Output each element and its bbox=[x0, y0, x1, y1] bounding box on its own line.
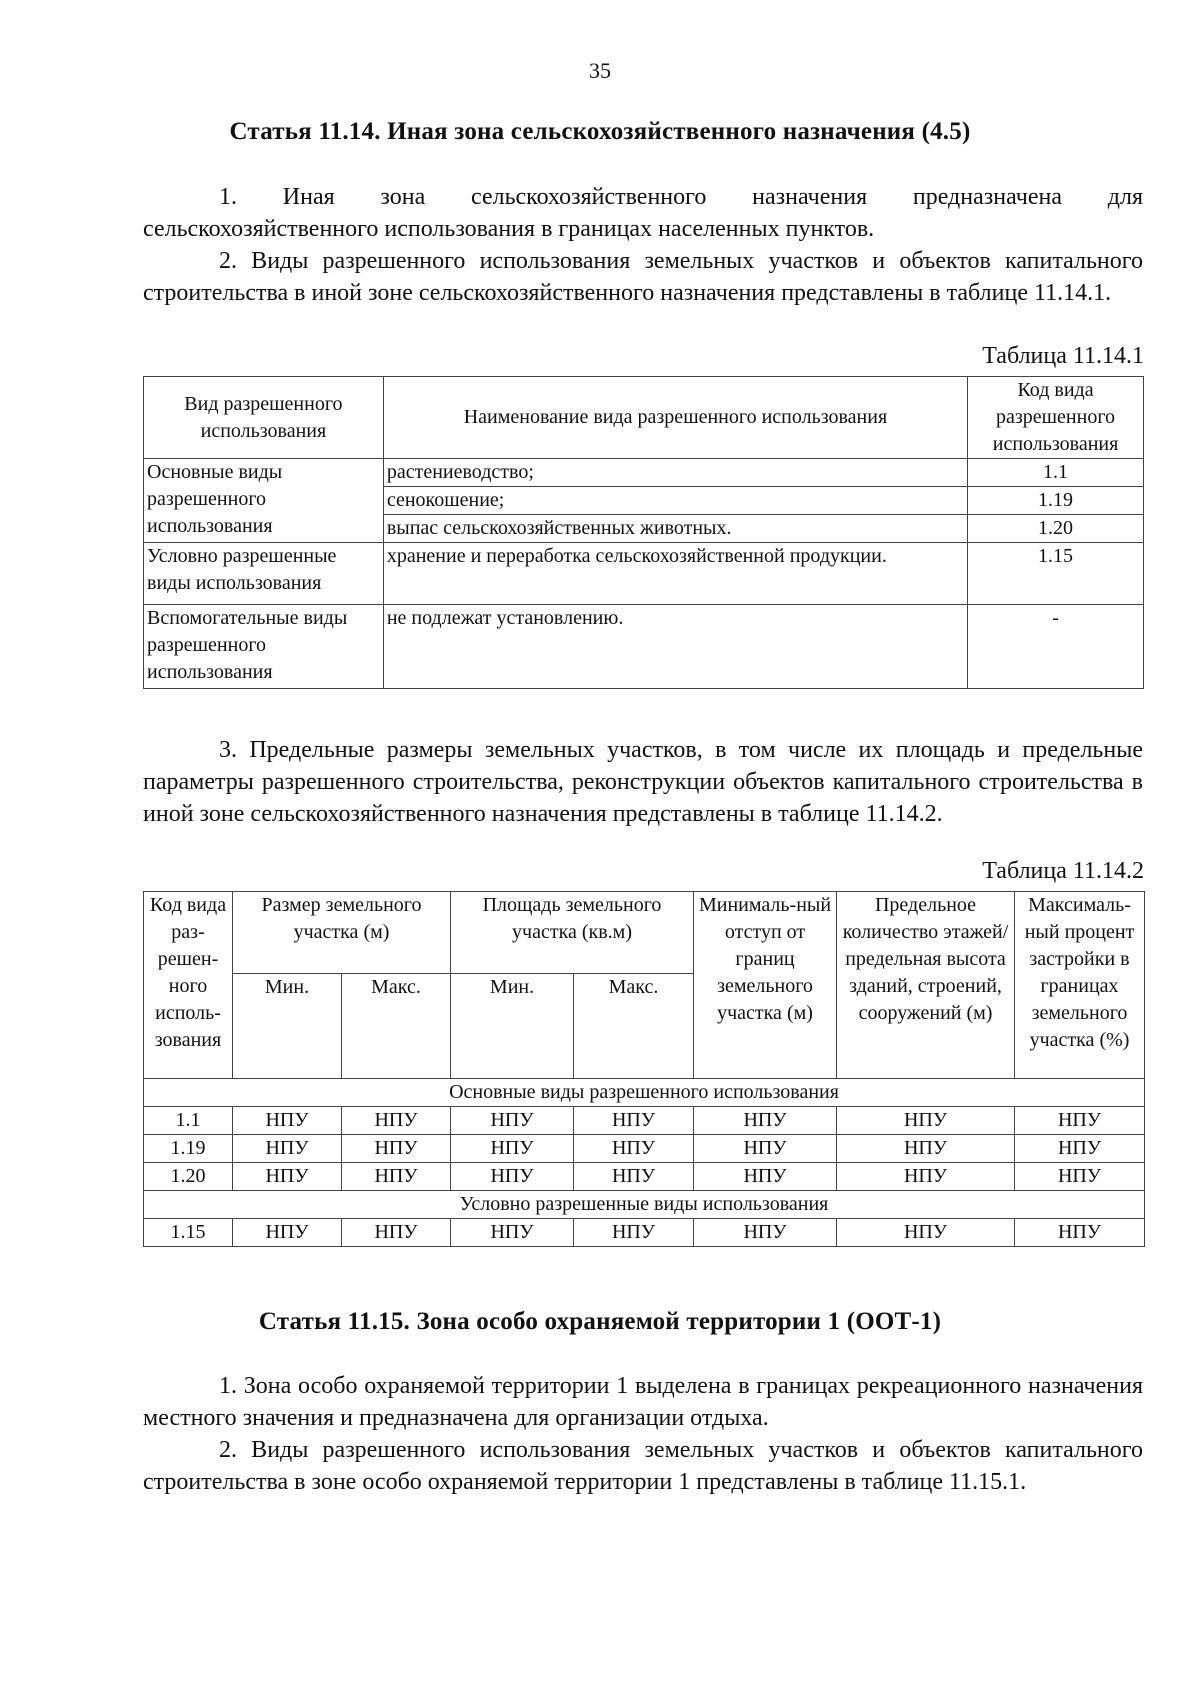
cell: НПУ bbox=[694, 1135, 837, 1163]
cell: НПУ bbox=[1015, 1107, 1145, 1135]
article-11-14-limits bbox=[143, 734, 1143, 830]
cell: НПУ bbox=[574, 1219, 694, 1247]
table-row bbox=[144, 1163, 1145, 1191]
section-row bbox=[144, 1191, 1145, 1219]
cell: НПУ bbox=[233, 1163, 342, 1191]
use-name: сенокошение; bbox=[383, 487, 967, 515]
header-use-name: Наименование вида разрешенного использования bbox=[383, 377, 967, 459]
page-number: 35 bbox=[589, 58, 611, 83]
cell: НПУ bbox=[1015, 1135, 1145, 1163]
cell: НПУ bbox=[837, 1135, 1015, 1163]
table-header-row bbox=[144, 892, 1145, 974]
group-main-uses: Основные виды разрешенного использования bbox=[144, 459, 384, 543]
cell: НПУ bbox=[837, 1219, 1015, 1247]
use-code: 1.19 bbox=[968, 487, 1144, 515]
paragraph-2: 2. Виды разрешенного использования земельных участков и объектов капитального строительства в зоне особо охраняемой территории 1 представлены в таблице 11.15.1. bbox=[143, 1437, 1143, 1495]
table-row bbox=[144, 543, 1144, 605]
group-conditional-uses: Условно разрешенные виды использования bbox=[144, 543, 384, 605]
cell: НПУ bbox=[451, 1135, 574, 1163]
cell: НПУ bbox=[342, 1107, 451, 1135]
header-min-setback: Минималь-ный отступ от границ земельного участка (м) bbox=[694, 892, 837, 1079]
header-max-floors: Предельное количество этажей/ предельная высота зданий, строений, сооружений (м) bbox=[837, 892, 1015, 1079]
cell: НПУ bbox=[233, 1135, 342, 1163]
paragraph-2: 2. Виды разрешенного использования земельных участков и объектов капитального строительства в иной зоне сельскохозяйственного назначения представлены в таблице 11.14.1. bbox=[143, 248, 1143, 306]
paragraph-1: 1. Зона особо охраняемой территории 1 выделена в границах рекреационного назначения местного значения и предназначена для организации отдыха. bbox=[143, 1373, 1143, 1431]
group-auxiliary-uses: Вспомогательные виды разрешенного использования bbox=[144, 605, 384, 689]
article-11-15-title: Статья 11.15. Зона особо охраняемой территории 1 (ООТ-1) bbox=[258, 1308, 942, 1335]
section-row bbox=[144, 1079, 1145, 1107]
table-11-14-2-caption: Таблица 11.14.2 bbox=[982, 858, 1144, 884]
header-code: Код вида раз-решен-ного исполь-зования bbox=[144, 892, 233, 1079]
cell: НПУ bbox=[342, 1135, 451, 1163]
use-name: растениеводство; bbox=[383, 459, 967, 487]
cell: НПУ bbox=[1015, 1219, 1145, 1247]
article-11-15-intro bbox=[143, 1370, 1143, 1498]
cell: НПУ bbox=[574, 1163, 694, 1191]
cell: НПУ bbox=[574, 1107, 694, 1135]
use-code: 1.20 bbox=[968, 515, 1144, 543]
header-use-type: Вид разрешенного использования bbox=[144, 377, 384, 459]
cell: 1.19 bbox=[144, 1135, 233, 1163]
cell: 1.15 bbox=[144, 1219, 233, 1247]
use-name: выпас сельскохозяйственных животных. bbox=[383, 515, 967, 543]
table-header-row bbox=[144, 377, 1144, 459]
use-name: не подлежат установлению. bbox=[383, 605, 967, 689]
cell: НПУ bbox=[694, 1163, 837, 1191]
cell: 1.20 bbox=[144, 1163, 233, 1191]
header-area-max: Макс. bbox=[574, 974, 694, 1079]
table-11-14-1 bbox=[143, 376, 1144, 689]
paragraph-3: 3. Предельные размеры земельных участков, в том числе их площадь и предельные параметры разрешенного строительства, реконструкции объектов капитального строительства в иной зоне сельскохозяйственного назначения представлены в таблице 11.14.2. bbox=[143, 737, 1143, 827]
table-11-14-2 bbox=[143, 891, 1145, 1247]
table-row bbox=[144, 605, 1144, 689]
cell: 1.1 bbox=[144, 1107, 233, 1135]
section-main-uses: Основные виды разрешенного использования bbox=[144, 1079, 1145, 1107]
cell: НПУ bbox=[694, 1107, 837, 1135]
table-row bbox=[144, 1135, 1145, 1163]
header-size-max: Макс. bbox=[342, 974, 451, 1079]
cell: НПУ bbox=[837, 1107, 1015, 1135]
header-plot-area: Площадь земельного участка (кв.м) bbox=[451, 892, 694, 974]
header-use-code: Код вида разрешенного использования bbox=[968, 377, 1144, 459]
cell: НПУ bbox=[694, 1219, 837, 1247]
header-plot-size: Размер земельного участка (м) bbox=[233, 892, 451, 974]
paragraph-1: 1. Иная зона сельскохозяйственного назначения предназначена для сельскохозяйственного использования в границах населенных пунктов. bbox=[143, 184, 1143, 242]
table-row bbox=[144, 1219, 1145, 1247]
table-row bbox=[144, 1107, 1145, 1135]
cell: НПУ bbox=[342, 1219, 451, 1247]
cell: НПУ bbox=[342, 1163, 451, 1191]
header-area-min: Мин. bbox=[451, 974, 574, 1079]
table-11-14-1-caption: Таблица 11.14.1 bbox=[982, 343, 1144, 369]
cell: НПУ bbox=[1015, 1163, 1145, 1191]
use-name: хранение и переработка сельскохозяйственной продукции. bbox=[383, 543, 967, 605]
cell: НПУ bbox=[233, 1219, 342, 1247]
cell: НПУ bbox=[451, 1163, 574, 1191]
cell: НПУ bbox=[451, 1219, 574, 1247]
use-code: - bbox=[968, 605, 1144, 689]
table-row bbox=[144, 459, 1144, 487]
header-size-min: Мин. bbox=[233, 974, 342, 1079]
section-conditional-uses: Условно разрешенные виды использования bbox=[144, 1191, 1145, 1219]
article-11-14-intro bbox=[143, 181, 1143, 309]
cell: НПУ bbox=[837, 1163, 1015, 1191]
use-code: 1.1 bbox=[968, 459, 1144, 487]
cell: НПУ bbox=[574, 1135, 694, 1163]
header-max-coverage: Максималь-ный процент застройки в границах земельного участка (%) bbox=[1015, 892, 1145, 1079]
cell: НПУ bbox=[451, 1107, 574, 1135]
use-code: 1.15 bbox=[968, 543, 1144, 605]
cell: НПУ bbox=[233, 1107, 342, 1135]
article-11-14-title: Статья 11.14. Иная зона сельскохозяйственного назначения (4.5) bbox=[229, 118, 971, 145]
